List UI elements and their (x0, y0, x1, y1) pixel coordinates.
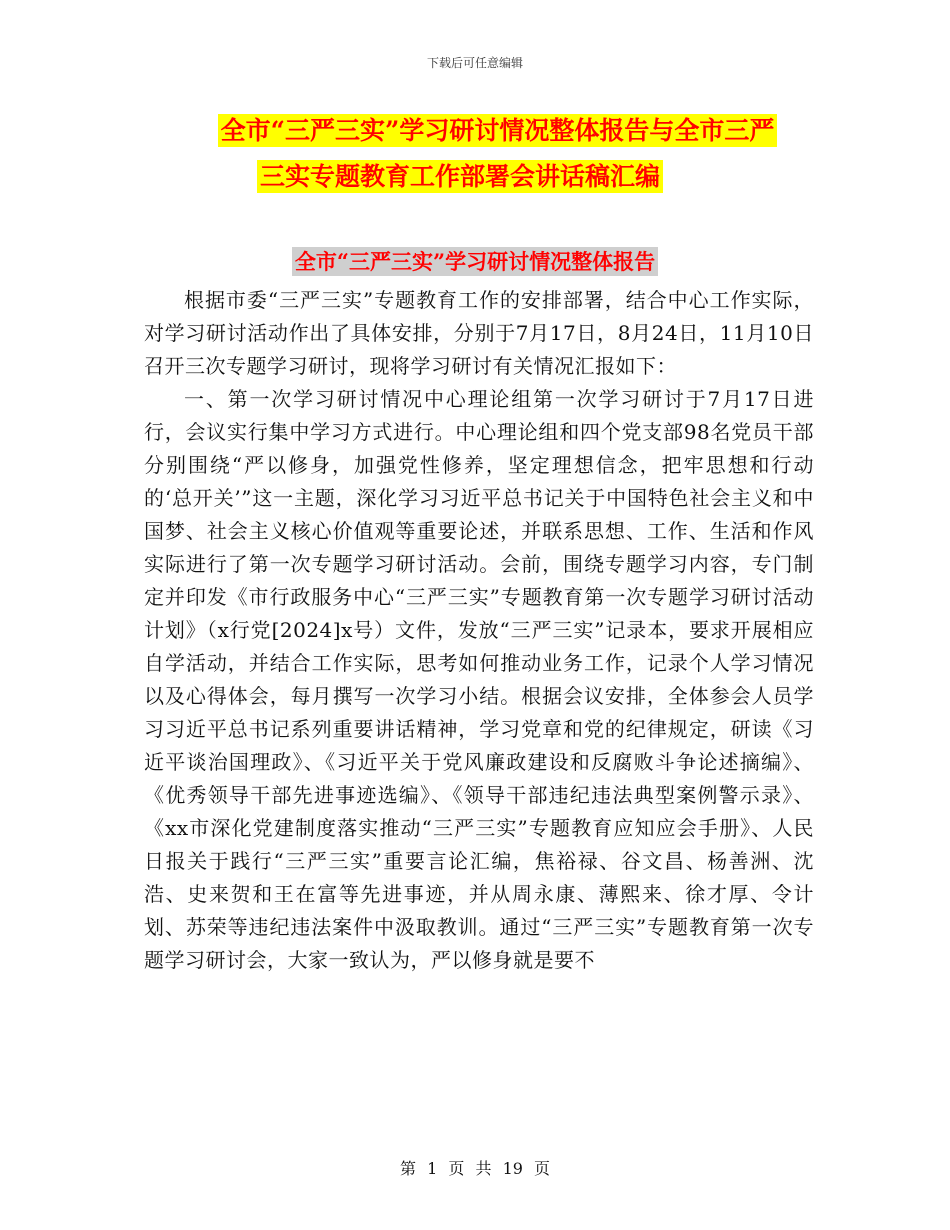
footer-total-pages: 19 (502, 1159, 523, 1178)
footer-total-prefix: 共 (475, 1159, 492, 1178)
footer-total-unit: 页 (534, 1159, 551, 1178)
title-line-1 (0, 108, 950, 154)
paragraph-first-study: 一、第一次学习研讨情况中心理论组第一次学习研讨于7月17日进行，会议实行集中学习方式进行。中心理论组和四个党支部98名党员干部分别围绕“严以修身，加强党性修养，坚定理想信念，把牢思想和行动的‘总开关’”这一主题，深化学习习近平总书记关于中国特色社会主义和中国梦、社会主义核心价值观等重要论述，并联系思想、工作、生活和作风实际进行了第一次专题学习研讨活动。会前，围绕专题学习内容，专门制定并印发《市行政服务中心“三严三实”专题教育第一次专题学习研讨活动计划》（x行党[2024]x号）文件，发放“三严三实”记录本，要求开展相应自学活动，并结合工作实际，思考如何推动业务工作，记录个人学习情况以及心得体会，每月撰写一次学习小结。根据会议安排，全体参会人员学习习近平总书记系列重要讲话精神，学习党章和党的纪律规定，研读《习近平谈治国理政》、《习近平关于党风廉政建设和反腐败斗争论述摘编》、《优秀领导干部先进事迹选编》、《领导干部违纪违法典型案例警示录》、《xx市深化党建制度落实推动“三严三实”专题教育应知应会手册》、人民日报关于践行“三严三实”重要言论汇编，焦裕禄、谷文昌、杨善洲、沈浩、史来贺和王在富等先进事迹，并从周永康、薄熙来、徐才厚、令计划、苏荣等违纪违法案件中汲取教训。通过“三严三实”专题教育第一次专题学习研讨会，大家一致认为，严以修身就是要不 (144, 387, 814, 972)
section-title-text: 全市“三严三实”学习研讨情况整体报告 (292, 247, 658, 276)
page-footer (0, 1156, 950, 1179)
title-line-2-text: 三实专题教育工作部署会讲话稿汇编 (257, 160, 663, 193)
footer-page-number: 1 (427, 1159, 438, 1178)
footer-prefix: 第 (399, 1159, 416, 1178)
document-title (0, 108, 950, 200)
title-line-1-text: 全市“三严三实”学习研讨情况整体报告与全市三严 (218, 114, 778, 147)
body-text (144, 284, 814, 977)
section-title (0, 244, 950, 280)
header-note: 下载后可任意编辑 (426, 56, 523, 70)
footer-page-unit: 页 (448, 1159, 465, 1178)
paragraph-intro: 根据市委“三严三实”专题教育工作的安排部署，结合中心工作实际，对学习研讨活动作出了具体安排，分别于7月17日，8月24日，11月10日召开三次专题学习研讨，现将学习研讨有关情况汇报如下： (144, 288, 814, 378)
title-line-2 (0, 154, 950, 200)
